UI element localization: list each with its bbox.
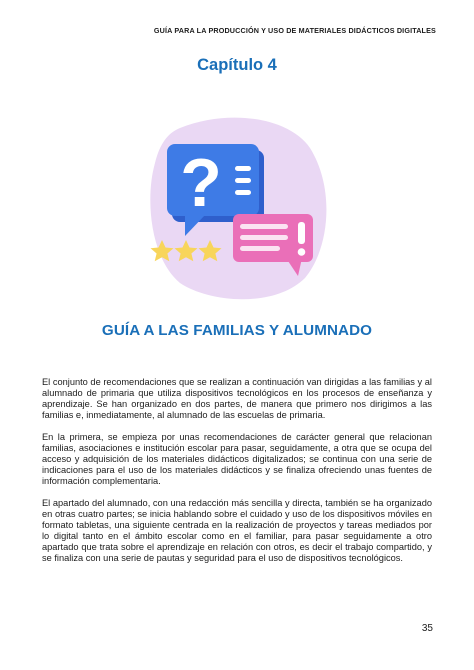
body-paragraph: El apartado del alumnado, con una redacción más sencilla y directa, también se ha organizado en otras cuatro partes; se inicia hablando sobre el cuidado y uso de los dispositivos móviles en formato tabletas, una siguiente centrada en la realización de proyectos y tareas mediados por lo digital tanto en el ámbito escolar como en el familiar, para pasar seguidamente a otro apartado que trata sobre el aprendizaje en relación con otros, es decir el trabajo compartido, y se finaliza con una serie de pautas y seguridad para el uso de dispositivos tecnológicos. [42,498,432,564]
svg-text:?: ? [180,145,222,221]
section-title: GUÍA A LAS FAMILIAS Y ALUMNADO [101,322,373,339]
chapter-label: Capítulo 4 [197,56,277,74]
chapter-illustration [140,108,340,308]
running-header: GUÍA PARA LA PRODUCCIÓN Y USO DE MATERIALES DIDÁCTICOS DIGITALES [153,26,436,35]
body-paragraph: El conjunto de recomendaciones que se realizan a continuación van dirigidas a las familias y al alumnado de primaria que utiliza dispositivos tecnológicos en los procesos de enseñanza y aprendizaje. Se han organizado en dos partes, de manera que primero nos dirigimos a las familias e, inmediatamente, al alumnado de las escuelas de primaria. [42,377,432,421]
body-paragraph: En la primera, se empieza por unas recomendaciones de carácter general que relacionan familias, asociaciones e institución escolar para pasar, seguidamente, a otra que se ocupa del acceso y adquisición de los materiales didácticos digitalizados; se continua con una serie de indicaciones para el uso de los materiales didácticos y se finaliza ofreciendo unas fuentes de información complementaria. [42,432,432,487]
page-number: 35 [421,623,433,634]
